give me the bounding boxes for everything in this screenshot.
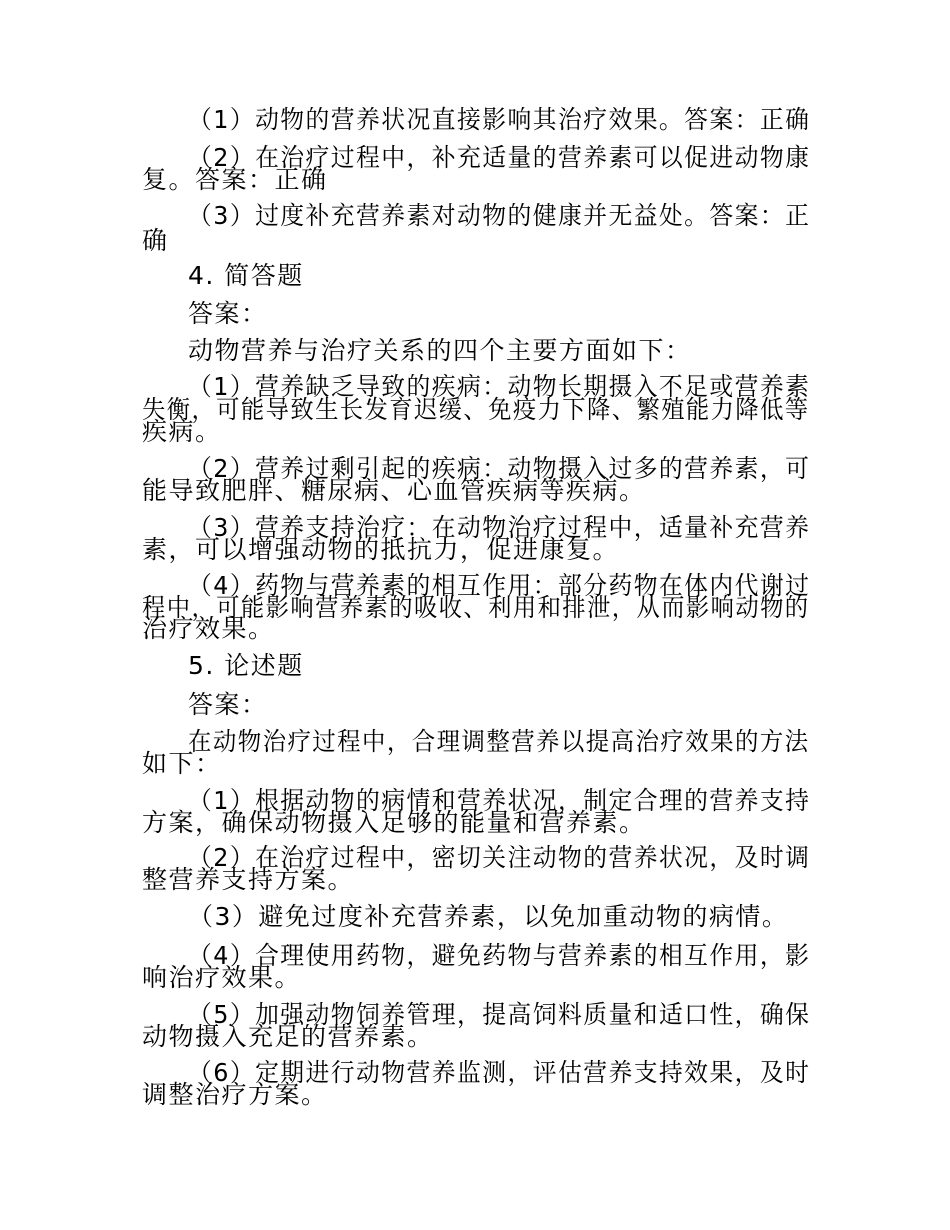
section5-item-5-line: （5）加强动物饲养管理，提高饲料质量和适口性，确保 <box>188 1000 811 1029</box>
section4-item-2-line: （2）营养过剩引起的疾病：动物摄入过多的营养素，可 <box>188 454 811 483</box>
section5-item-1-line: （1）根据动物的病情和营养状况，制定合理的营养支持 <box>188 786 811 815</box>
section4-item-4-line: 程中，可能影响营养素的吸收、利用和排泄，从而影响动物的 <box>142 593 810 622</box>
section-heading-5-line: 5. 论述题 <box>188 651 304 680</box>
section5-intro-line: 如下： <box>142 749 222 778</box>
section5-item-6-line: （6）定期进行动物营养监测，评估营养支持效果，及时 <box>188 1058 811 1087</box>
section5-item-3-line: （3）避免过度补充营养素，以免加重动物的病情。 <box>188 902 789 931</box>
section5-item-5-line: 动物摄入充足的营养素。 <box>142 1022 434 1051</box>
section4-item-4-line: （4）药物与营养素的相互作用：部分药物在体内代谢过 <box>188 571 811 600</box>
section5-item-4-line: 响治疗效果。 <box>142 963 302 992</box>
section4-intro-line: 动物营养与治疗关系的四个主要方面如下： <box>188 336 692 365</box>
section4-item-1-line: 疾病。 <box>142 417 222 446</box>
answer-label-line: 答案： <box>188 690 268 719</box>
section5-intro-line: 在动物治疗过程中，合理调整营养以提高治疗效果的方法 <box>188 727 810 756</box>
section4-item-1-line: （1）营养缺乏导致的疾病：动物长期摄入不足或营养素 <box>188 372 811 401</box>
judgement-answer-2-line: 复。答案：正确 <box>142 165 328 194</box>
section4-item-1-line: 失衡，可能导致生长发育迟缓、免疫力下降、繁殖能力降低等 <box>142 395 810 424</box>
section5-item-2-line: 整营养支持方案。 <box>142 865 355 894</box>
section5-item-4-line: （4）合理使用药物，避免药物与营养素的相互作用，影 <box>188 941 811 970</box>
section5-item-6-line: 调整治疗方案。 <box>142 1080 328 1109</box>
judgement-answer-1-line: （1）动物的营养状况直接影响其治疗效果。答案：正确 <box>188 105 811 134</box>
judgement-answer-3-line: （3）过度补充营养素对动物的健康并无益处。答案：正 <box>188 201 811 230</box>
judgement-answer-3-line: 确 <box>142 226 169 255</box>
section-heading-4-line: 4. 简答题 <box>188 261 304 290</box>
answer-label-line: 答案： <box>188 299 268 328</box>
section4-item-4-line: 治疗效果。 <box>142 614 275 643</box>
section5-item-2-line: （2）在治疗过程中，密切关注动物的营养状况，及时调 <box>188 843 811 872</box>
section4-item-3-line: （3）营养支持治疗：在动物治疗过程中，适量补充营养 <box>188 513 811 542</box>
section5-item-1-line: 方案，确保动物摄入足够的能量和营养素。 <box>142 808 646 837</box>
section4-item-2-line: 能导致肥胖、糖尿病、心血管疾病等疾病。 <box>142 476 646 505</box>
section4-item-3-line: 素，可以增强动物的抵抗力，促进康复。 <box>142 535 620 564</box>
judgement-answer-2-line: （2）在治疗过程中，补充适量的营养素可以促进动物康 <box>188 143 811 172</box>
